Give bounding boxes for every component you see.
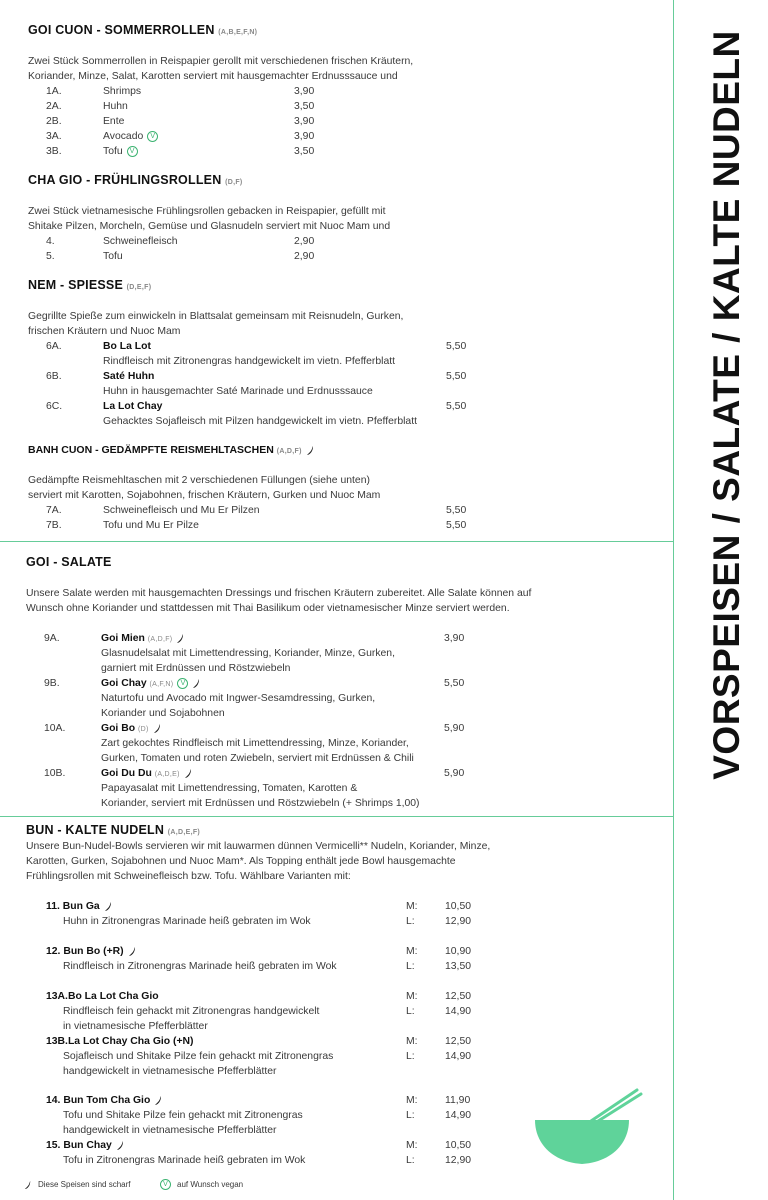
banh-cuon-desc2: serviert mit Karotten, Sojabohnen, frischen Kräutern, Gurken und Nuoc Mam — [28, 490, 381, 501]
item-name: 11. Bun Ga — [46, 901, 100, 912]
bun-desc1: Unsere Bun-Nudel-Bowls servieren wir mit lauwarmen dünnen Vermicelli** Nudeln, Koriander, Minze, — [26, 841, 491, 852]
item-description: Naturtofu und Avocado mit Ingwer-Sesamdressing, Gurken, — [101, 693, 376, 704]
item-description: in vietnamesische Pfefferblätter — [63, 1021, 208, 1032]
item-number: 6C. — [46, 401, 63, 412]
goi-cuon-title: GOI CUON - SOMMERROLLEN (A,B,E,F,N) — [28, 23, 258, 37]
chili-icon — [192, 678, 201, 689]
item-name-row — [101, 632, 185, 646]
item-number: 3A. — [46, 131, 62, 142]
item-name: Saté Huhn — [103, 371, 155, 382]
price-l: 14,90 — [445, 1110, 472, 1121]
item-allergens: (A,F,N) — [149, 681, 174, 688]
size-l-label: L: — [406, 916, 415, 927]
chili-icon — [153, 723, 162, 734]
bowl-icon — [533, 1086, 643, 1170]
item-name: 13B.La Lot Chay Cha Gio (+N) — [46, 1036, 194, 1047]
item-description: Huhn in Zitronengras Marinade heiß gebraten im Wok — [63, 916, 311, 927]
item-description: Huhn in hausgemachter Saté Marinade und Erdnusssauce — [103, 386, 373, 397]
bowl-name-row — [46, 900, 113, 913]
section-divider — [0, 541, 673, 542]
vegan-icon: V — [127, 146, 138, 157]
chili-icon — [116, 1140, 125, 1151]
size-l-label: L: — [406, 1051, 415, 1062]
bun-title: BUN - KALTE NUDELN (A,D,E,F) — [26, 823, 201, 837]
item-price: 3,90 — [294, 131, 315, 142]
item-name: 13A.Bo La Lot Cha Gio — [46, 991, 159, 1002]
goi-cuon-desc2: Koriander, Minze, Salat, Karotten serviert mit hausgemachter Erdnusssauce und — [28, 71, 398, 82]
price-m: 10,50 — [445, 1140, 472, 1151]
chili-icon — [154, 1095, 163, 1106]
vegan-icon: V — [177, 678, 188, 689]
item-name: 14. Bun Tom Cha Gio — [46, 1095, 151, 1106]
item-description: Sojafleisch und Shitake Pilze fein gehackt mit Zitronengras — [63, 1051, 334, 1062]
cha-gio-desc1: Zwei Stück vietnamesische Frühlingsrollen gebacken in Reispapier, gefüllt mit — [28, 206, 386, 217]
item-description: Glasnudelsalat mit Limettendressing, Koriander, Minze, Gurken, — [101, 648, 395, 659]
item-description: Zart gekochtes Rindfleisch mit Limettendressing, Minze, Koriander, — [101, 738, 409, 749]
item-number: 2B. — [46, 116, 62, 127]
item-name: Shrimps — [103, 86, 142, 97]
item-description: handgewickelt in vietnamesische Pfefferblätter — [63, 1125, 277, 1136]
item-price: 5,50 — [444, 678, 465, 689]
item-name: Goi Bo — [101, 723, 136, 734]
item-description: Rindfleisch fein gehackt mit Zitronengras handgewickelt — [63, 1006, 320, 1017]
cha-gio-title: CHA GIO - FRÜHLINGSROLLEN (D,F) — [28, 173, 243, 187]
item-description: Rindfleisch mit Zitronengras handgewickelt im vietn. Pfefferblatt — [103, 356, 396, 367]
item-number: 6A. — [46, 341, 62, 352]
item-number: 3B. — [46, 146, 62, 157]
item-price: 2,90 — [294, 236, 315, 247]
item-name: La Lot Chay — [103, 401, 163, 412]
price-m: 12,50 — [445, 1036, 472, 1047]
item-number: 6B. — [46, 371, 62, 382]
item-price: 3,90 — [294, 86, 315, 97]
price-l: 14,90 — [445, 1006, 472, 1017]
vegan-icon: V — [160, 1179, 171, 1190]
item-name: Huhn — [103, 101, 128, 112]
size-m-label: M: — [406, 901, 418, 912]
item-number: 7A. — [46, 505, 62, 516]
item-name: Goi Du Du — [101, 768, 152, 779]
item-number: 4. — [46, 236, 55, 247]
item-name: Ente — [103, 116, 125, 127]
cha-gio-allergens: (D,F) — [225, 179, 243, 186]
legend-spicy-text: Diese Speisen sind scharf — [38, 1180, 131, 1189]
item-description: Gurken, Tomaten und roten Zwiebeln, serviert mit Erdnüssen & Chili — [101, 753, 414, 764]
item-description: Tofu und Shitake Pilze fein gehackt mit Zitronengras — [63, 1110, 303, 1121]
size-m-label: M: — [406, 1140, 418, 1151]
legend-spicy — [24, 1178, 131, 1191]
item-number: 2A. — [46, 101, 62, 112]
item-allergens: (A,D,E) — [154, 771, 180, 778]
bowl-name-row — [46, 1139, 125, 1152]
item-description: Koriander, serviert mit Erdnüssen und Röstzwiebeln (+ Shrimps 1,00) — [101, 798, 420, 809]
chili-icon — [176, 633, 185, 644]
item-name-row — [103, 145, 138, 158]
item-price: 5,90 — [444, 723, 465, 734]
banh-cuon-desc1: Gedämpfte Reismehltaschen mit 2 verschiedenen Füllungen (siehe unten) — [28, 475, 370, 486]
price-m: 10,50 — [445, 901, 472, 912]
price-l: 12,90 — [445, 1155, 472, 1166]
chili-icon — [24, 1180, 32, 1190]
item-name: Tofu und Mu Er Pilze — [103, 520, 199, 531]
item-price: 3,50 — [294, 146, 315, 157]
item-name: 15. Bun Chay — [46, 1140, 112, 1151]
item-number: 9B. — [44, 678, 60, 689]
goi-desc1: Unsere Salate werden mit hausgemachten Dressings und frischen Kräutern zubereitet. Alle Salate können auf — [26, 588, 532, 599]
chili-icon — [128, 946, 137, 957]
item-name: Tofu — [103, 251, 123, 262]
size-m-label: M: — [406, 946, 418, 957]
item-name-row — [101, 677, 201, 691]
bowl-name-row — [46, 945, 137, 958]
item-price: 3,50 — [294, 101, 315, 112]
item-description: garniert mit Erdnüssen und Röstzwiebeln — [101, 663, 291, 674]
bowl-name-row — [46, 1094, 163, 1107]
bun-desc3: Frühlingsrollen mit Schweinefleisch bzw. Tofu. Wählbare Varianten mit: — [26, 871, 351, 882]
price-l: 13,50 — [445, 961, 472, 972]
nem-desc2: frischen Kräutern und Nuoc Mam — [28, 326, 181, 337]
item-name: 12. Bun Bo (+R) — [46, 946, 124, 957]
vegan-icon: V — [147, 131, 158, 142]
item-name-row — [101, 722, 162, 736]
item-name: Goi Chay — [101, 678, 147, 689]
price-l: 12,90 — [445, 916, 472, 927]
bun-allergens: (A,D,E,F) — [167, 829, 201, 836]
size-m-label: M: — [406, 1095, 418, 1106]
item-price: 5,50 — [446, 371, 467, 382]
nem-desc1: Gegrillte Spieße zum einwickeln in Blattsalat gemeinsam mit Reisnudeln, Gurken, — [28, 311, 404, 322]
item-price: 5,50 — [446, 505, 467, 516]
size-l-label: L: — [406, 1110, 415, 1121]
size-m-label: M: — [406, 1036, 418, 1047]
item-name: Schweinefleisch — [103, 236, 178, 247]
price-l: 14,90 — [445, 1051, 472, 1062]
goi-title: GOI - SALATE — [26, 555, 112, 569]
item-price: 3,90 — [294, 116, 315, 127]
item-name: Avocado — [103, 131, 144, 142]
item-price: 2,90 — [294, 251, 315, 262]
item-description: Tofu in Zitronengras Marinade heiß gebraten im Wok — [63, 1155, 306, 1166]
section-divider — [0, 816, 673, 817]
cha-gio-desc2: Shitake Pilzen, Morcheln, Gemüse und Glasnudeln serviert mit Nuoc Mam und — [28, 221, 391, 232]
chili-icon — [306, 445, 315, 456]
price-m: 11,90 — [445, 1095, 471, 1106]
size-l-label: L: — [406, 1006, 415, 1017]
goi-cuon-desc1: Zwei Stück Sommerrollen in Reispapier gerollt mit verschiedenen frischen Kräutern, — [28, 56, 414, 67]
item-name-row — [101, 767, 193, 781]
nem-title: NEM - SPIESSE (D,E,F) — [28, 278, 152, 292]
size-l-label: L: — [406, 1155, 415, 1166]
item-allergens: (D) — [137, 726, 149, 733]
chili-icon — [104, 901, 113, 912]
size-l-label: L: — [406, 961, 415, 972]
banh-cuon-allergens: (A,D,F) — [276, 448, 302, 455]
item-number: 10A. — [44, 723, 66, 734]
item-number: 10B. — [44, 768, 66, 779]
item-name: Goi Mien — [101, 633, 145, 644]
goi-cuon-allergens: (A,B,E,F,N) — [218, 29, 258, 36]
item-name: Bo La Lot — [103, 341, 151, 352]
nem-allergens: (D,E,F) — [126, 284, 152, 291]
item-number: 5. — [46, 251, 55, 262]
bun-desc2: Karotten, Gurken, Sojabohnen und Nuoc Mam*. Als Topping enthält jede Bowl hausgemachte — [26, 856, 456, 867]
item-price: 5,50 — [446, 520, 467, 531]
item-number: 1A. — [46, 86, 62, 97]
item-description: Koriander und Sojabohnen — [101, 708, 225, 719]
item-description: Gehacktes Sojafleisch mit Pilzen handgewickelt im vietn. Pfefferblatt — [103, 416, 417, 427]
item-name-row — [103, 130, 158, 143]
item-name: Tofu — [103, 146, 123, 157]
item-price: 3,90 — [444, 633, 465, 644]
price-m: 10,90 — [445, 946, 472, 957]
side-title: VORSPEISEN / SALATE / KALTE NUDELN — [706, 30, 747, 780]
item-number: 9A. — [44, 633, 60, 644]
item-price: 5,50 — [446, 341, 467, 352]
price-m: 12,50 — [445, 991, 472, 1002]
goi-desc2: Wunsch ohne Koriander und stattdessen mit Thai Basilikum oder vietnamesischer Minze serviert werden. — [26, 603, 510, 614]
legend-vegan — [160, 1178, 243, 1191]
chili-icon — [184, 768, 193, 779]
item-allergens: (A,D,F) — [147, 636, 173, 643]
item-description: Papayasalat mit Limettendressing, Tomaten, Karotten & — [101, 783, 358, 794]
legend-vegan-text: auf Wunsch vegan — [177, 1180, 244, 1189]
item-description: Rindfleisch in Zitronengras Marinade heiß gebraten im Wok — [63, 961, 337, 972]
item-price: 5,50 — [446, 401, 467, 412]
banh-cuon-title: BANH CUON - GEDÄMPFTE REISMEHLTASCHEN (A,D,F) — [28, 444, 315, 458]
size-m-label: M: — [406, 991, 418, 1002]
item-description: handgewickelt in vietnamesische Pfefferblätter — [63, 1066, 277, 1077]
item-name: Schweinefleisch und Mu Er Pilzen — [103, 505, 260, 516]
item-price: 5,90 — [444, 768, 465, 779]
item-number: 7B. — [46, 520, 62, 531]
vertical-divider — [673, 0, 674, 1200]
